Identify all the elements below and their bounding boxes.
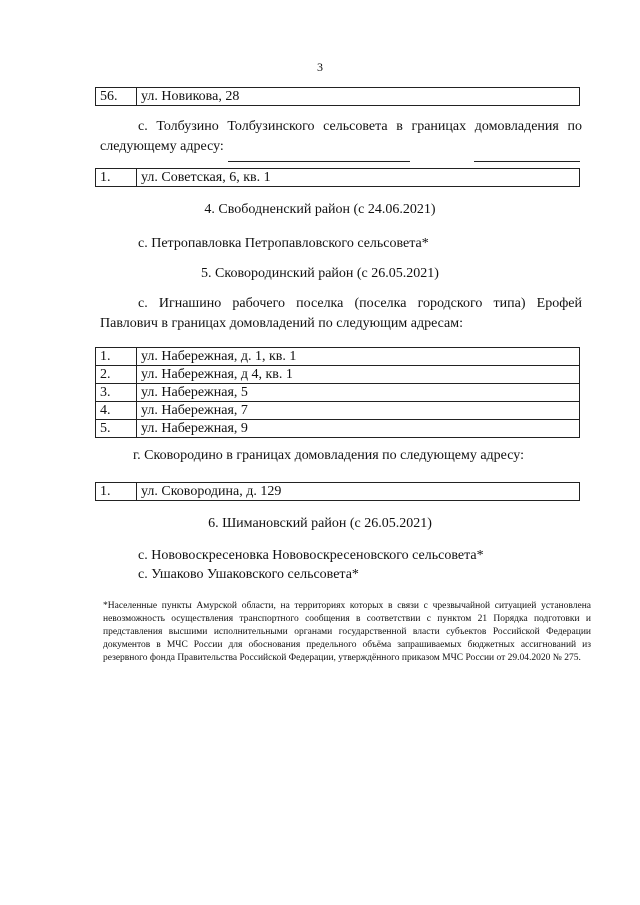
- table-row: [96, 420, 580, 438]
- table-row: [96, 348, 580, 366]
- row-address: ул. Советская, 6, кв. 1: [137, 169, 580, 187]
- row-number: 5.: [96, 420, 137, 438]
- row-number: 4.: [96, 402, 137, 420]
- heading-skovorodino-district: 5. Сковородинский район (с 26.05.2021): [201, 266, 439, 281]
- row-address: ул. Сковородина, д. 129: [137, 483, 580, 501]
- underline-right: [474, 161, 580, 162]
- table-row: [96, 169, 580, 187]
- row-number: 56.: [96, 88, 137, 106]
- line-petropavlovka: с. Петропавловка Петропавловского сельсовета*: [138, 236, 429, 251]
- paragraph-tolbuzino: с. Толбузино Толбузинского сельсовета в границах домовладения по следующему адресу:: [100, 119, 582, 154]
- table-row: [96, 384, 580, 402]
- paragraph-skovorodino-town: г. Сковородино в границах домовладения по следующему адресу:: [133, 448, 524, 463]
- table-row: [96, 483, 580, 501]
- table-row: [96, 366, 580, 384]
- row-address: ул. Набережная, 5: [137, 384, 580, 402]
- footnote: *Населенные пункты Амурской области, на территориях которых в связи с чрезвычайной ситуацией установлена невозможность осуществления транспортного сообщения в соответствии с пунктом 21 Порядка подготовки и представления высшими исполнительными органами государственной власти субъектов Российской Федерации документов в МЧС России для обоснования предельного объёма запрашиваемых бюджетных ассигнований из резервного фонда Правительства Российской Федерации, утверждённого приказом МЧС России от 29.04.2020 № 275.: [103, 601, 591, 663]
- row-number: 1.: [96, 169, 137, 187]
- table-row: [96, 402, 580, 420]
- paragraph-ignashino: с. Игнашино рабочего поселка (поселка городского типа) Ерофей Павлович в границах домовладений по следующим адресам:: [100, 296, 582, 331]
- heading-shimanovsk-district: 6. Шимановский район (с 26.05.2021): [208, 516, 432, 531]
- row-address: ул. Набережная, 9: [137, 420, 580, 438]
- row-number: 1.: [96, 483, 137, 501]
- table-naberezhnaya: [95, 347, 580, 438]
- row-number: 3.: [96, 384, 137, 402]
- heading-svobodny-district: 4. Свободненский район (с 24.06.2021): [204, 202, 436, 217]
- table-sovetskaya: [95, 168, 580, 187]
- row-address: ул. Набережная, д. 1, кв. 1: [137, 348, 580, 366]
- page-number: 3: [317, 60, 323, 74]
- table-skovorodina: [95, 482, 580, 501]
- row-address: ул. Набережная, д 4, кв. 1: [137, 366, 580, 384]
- underline-left: [228, 161, 410, 162]
- table-novikova: [95, 87, 580, 106]
- row-number: 1.: [96, 348, 137, 366]
- row-address: ул. Новикова, 28: [137, 88, 580, 106]
- table-row: [96, 88, 580, 106]
- row-address: ул. Набережная, 7: [137, 402, 580, 420]
- row-number: 2.: [96, 366, 137, 384]
- line-novovoskresenovka: с. Нововоскресеновка Нововоскресеновского сельсовета*: [138, 548, 484, 563]
- line-ushakovo: с. Ушаково Ушаковского сельсовета*: [138, 567, 359, 582]
